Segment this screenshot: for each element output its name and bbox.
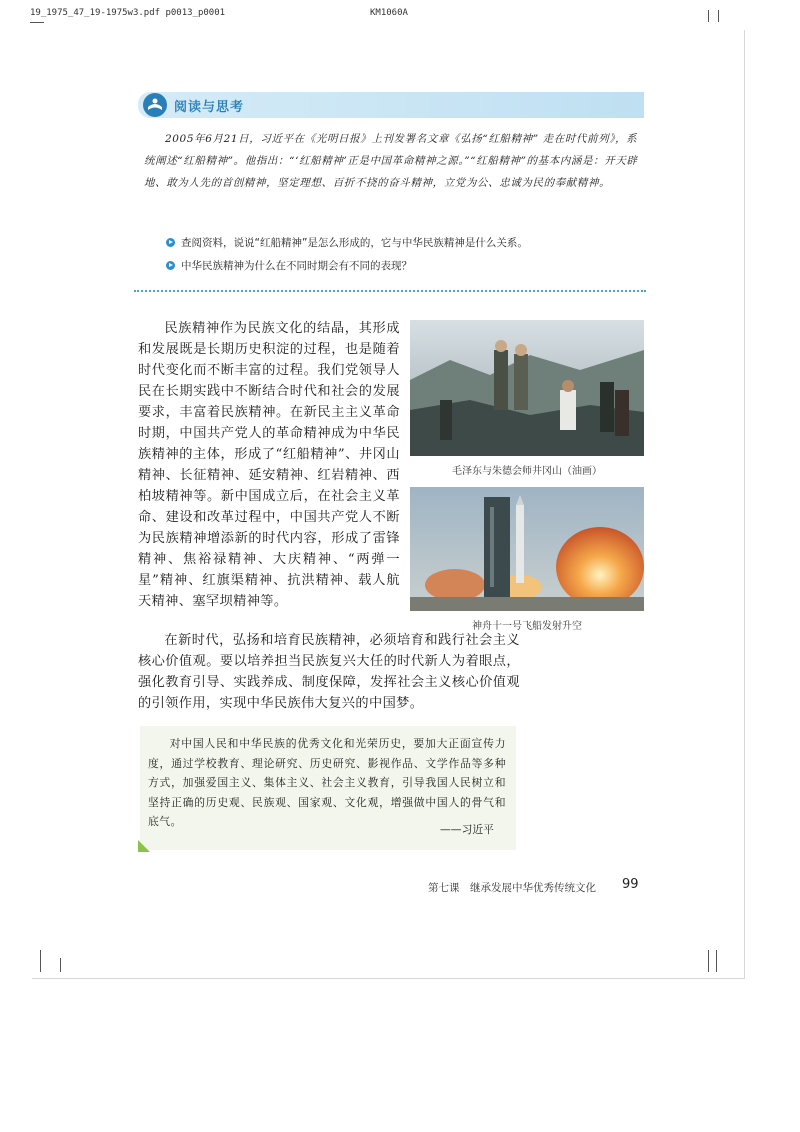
quote-paragraph: 对中国人民和中华民族的优秀文化和光荣历史，要加大正面宣传力度，通过学校教育、理论研究、历史研究、影视作品、文学作品等多种方式，加强爱国主义、集体主义、社会主义教育，引导我国人民树立和坚持正确的历史观、民族观、国家观、文化观，增强做中国人的骨气和底气。: [148, 737, 506, 828]
page-number: 99: [622, 877, 639, 892]
crop-mark: [60, 958, 61, 972]
quote-corner-marker: [138, 840, 150, 852]
figure-caption-1: 毛泽东与朱德会师井冈山（油画）: [452, 466, 602, 477]
question-2: [166, 258, 412, 273]
crop-mark: [716, 950, 717, 972]
rocket-launch-image: [410, 487, 644, 611]
lesson-title-footer: 第七课 继承发展中华优秀传统文化: [428, 882, 596, 894]
question-text: 查阅资料，说说“红船精神”是怎么形成的，它与中华民族精神是什么关系。: [181, 237, 528, 249]
figure-caption-2: 神舟十一号飞船发射升空: [472, 621, 582, 632]
question-1: [166, 235, 528, 250]
quote-author: ——习近平: [440, 823, 494, 836]
dotted-separator: [134, 290, 646, 292]
quote-text: [148, 734, 506, 832]
crop-mark: [708, 10, 709, 22]
play-bullet-icon: [166, 261, 175, 270]
reading-book-icon: [142, 92, 168, 118]
play-bullet-icon: [166, 238, 175, 247]
body-paragraph-2: 在新时代，弘扬和培育民族精神，必须培育和践行社会主义核心价值观。要以培养担当民族复兴大任的时代新人为着眼点，强化教育引导、实践养成、制度保障，发挥社会主义核心价值观的引领作用，实现中华民族伟大复兴的中国梦。: [138, 633, 520, 711]
oil-painting-image: [410, 320, 644, 456]
scan-file-label: 19_1975_47_19-1975w3.pdf p0013_p0001: [30, 8, 226, 18]
reading-title: 阅读与思考: [174, 100, 245, 115]
scan-code: KM1060A: [370, 8, 408, 18]
main-text-wide: [138, 630, 520, 714]
question-text: 中华民族精神为什么在不同时期会有不同的表现？: [181, 260, 412, 272]
main-text-column: [138, 318, 400, 612]
crop-mark: [30, 22, 44, 23]
body-paragraph-1: 民族精神作为民族文化的结晶，其形成和发展既是长期历史积淀的过程，也是随着时代变化而不断丰富的过程。我们党领导人民在长期实践中不断结合时代和社会的发展要求，丰富着民族精神。在新民主主义革命时期，中国共产党人的革命精神成为中华民族精神的主体，形成了“红船精神”、井冈山精神、长征精神、延安精神、红岩精神、西柏坡精神等。新中国成立后，在社会主义革命、建设和改革过程中，中国共产党人不断为民族精神增添新的时代内容，形成了雷锋精神、焦裕禄精神、大庆精神、“两弹一星”精神、红旗渠精神、抗洪精神、载人航天精神、塞罕坝精神等。: [138, 321, 400, 609]
crop-mark: [718, 10, 719, 22]
crop-mark: [40, 950, 41, 972]
reading-paragraph: 2005年6月21日，习近平在《光明日报》上刊发署名文章《弘扬“红船精神” 走在时代前列》，系统阐述“红船精神”。他指出：“‘红船精神’正是中国革命精神之源。”“红船精神”的基本内涵是：开天辟地、敢为人先的首创精神，坚定理想、百折不挠的奋斗精神，立党为公、忠诚为民的奉献精神。: [144, 133, 638, 189]
crop-mark: [708, 950, 709, 972]
